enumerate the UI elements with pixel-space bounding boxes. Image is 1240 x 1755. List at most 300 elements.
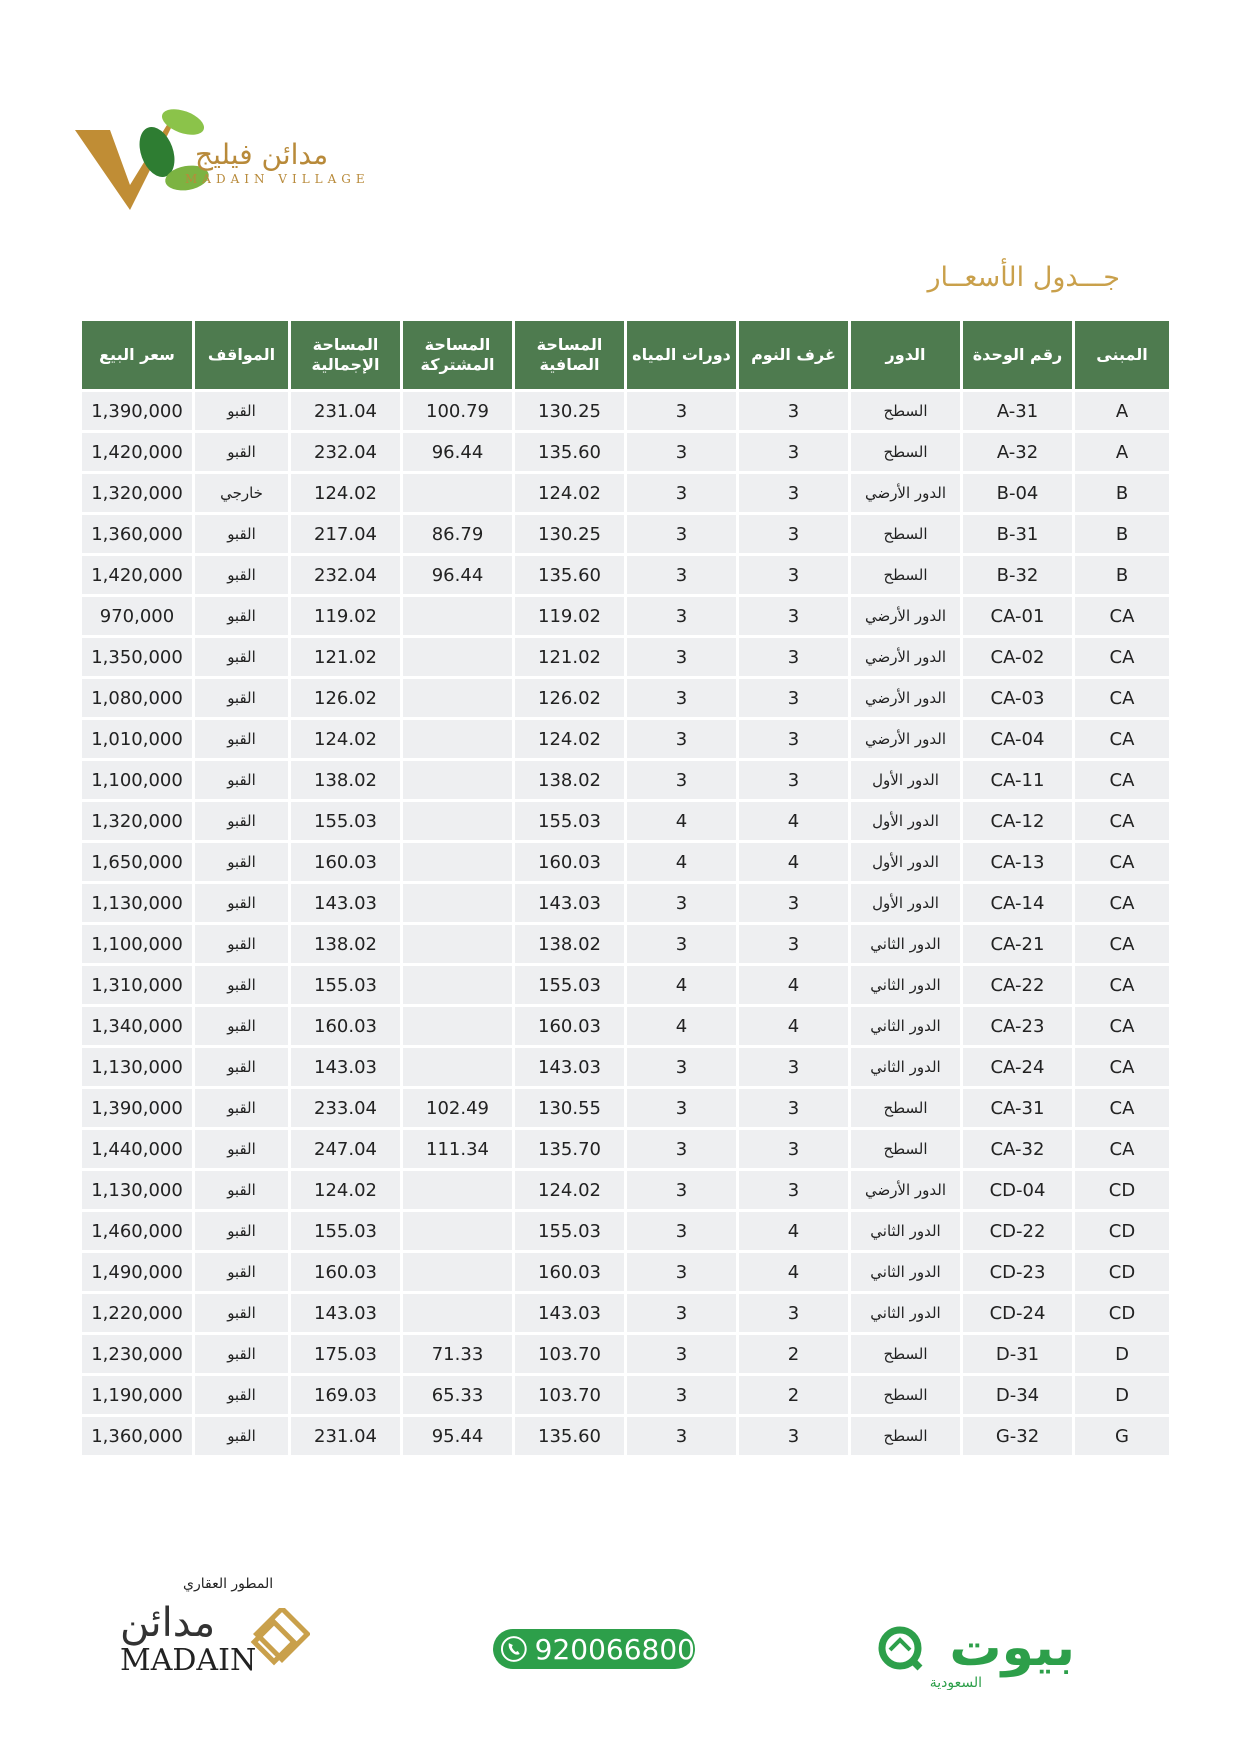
col-total-area: المساحة الإجمالية [291,321,400,389]
table-cell: القبو [195,1007,288,1045]
table-cell: الدور الثاني [851,1294,960,1332]
brand-name-ar: مدائن فيليج [195,138,329,171]
table-cell: الدور الثاني [851,1048,960,1086]
table-cell [403,1253,512,1291]
table-cell: 3 [739,1089,848,1127]
table-cell: CA-32 [963,1130,1072,1168]
table-cell: القبو [195,761,288,799]
table-cell: 1,100,000 [82,925,192,963]
table-cell: CA [1075,597,1169,635]
table-cell: القبو [195,720,288,758]
table-cell [403,1171,512,1209]
col-sale-price: سعر البيع [82,321,192,389]
table-cell: القبو [195,1212,288,1250]
table-cell: CA-11 [963,761,1072,799]
table-cell [403,474,512,512]
table-cell: القبو [195,1048,288,1086]
table-cell: 2 [739,1376,848,1414]
bayut-logo-icon [870,1610,1090,1690]
table-cell: CD [1075,1294,1169,1332]
table-cell: 1,320,000 [82,802,192,840]
table-cell: 3 [739,1294,848,1332]
table-cell: 160.03 [291,843,400,881]
table-cell: CA-23 [963,1007,1072,1045]
table-cell: الدور الثاني [851,925,960,963]
table-cell: 1,130,000 [82,884,192,922]
table-cell: الدور الأول [851,802,960,840]
table-cell: 3 [739,1417,848,1455]
table-cell: CD [1075,1253,1169,1291]
table-cell: CD [1075,1212,1169,1250]
table-cell: B [1075,474,1169,512]
table-cell: 3 [739,1171,848,1209]
table-cell: السطح [851,515,960,553]
page-title: جـــدول الأسعــار [927,262,1120,293]
table-cell: الدور الأول [851,884,960,922]
table-cell: CA [1075,679,1169,717]
table-cell: 138.02 [291,925,400,963]
table-cell: 1,350,000 [82,638,192,676]
table-cell: الدور الأرضي [851,474,960,512]
table-cell [403,1007,512,1045]
table-row [82,597,1169,635]
table-cell: 4 [739,843,848,881]
table-cell: 121.02 [291,638,400,676]
table-cell [403,597,512,635]
table-cell: القبو [195,1417,288,1455]
table-body [82,392,1169,1455]
table-row [82,1212,1169,1250]
table-cell: D [1075,1376,1169,1414]
table-cell: القبو [195,1294,288,1332]
table-cell: 155.03 [515,1212,624,1250]
table-cell: 4 [739,802,848,840]
table-cell: CA [1075,1048,1169,1086]
table-cell: 3 [627,761,736,799]
table-cell: 1,080,000 [82,679,192,717]
table-cell: 155.03 [291,966,400,1004]
table-cell: 155.03 [291,1212,400,1250]
table-row [82,720,1169,758]
table-cell: 1,440,000 [82,1130,192,1168]
table-cell: 1,190,000 [82,1376,192,1414]
table-cell: القبو [195,802,288,840]
table-cell: 3 [627,474,736,512]
table-cell: 3 [627,1417,736,1455]
table-cell: CA-04 [963,720,1072,758]
table-cell: 135.60 [515,1417,624,1455]
table-cell [403,884,512,922]
table-cell: 102.49 [403,1089,512,1127]
table-cell: G [1075,1417,1169,1455]
table-cell: B-31 [963,515,1072,553]
phone-number: 920066800 [534,1632,695,1666]
table-cell: A [1075,392,1169,430]
table-cell [403,925,512,963]
table-cell: القبو [195,392,288,430]
table-cell: 1,390,000 [82,392,192,430]
table-cell: 3 [739,761,848,799]
table-cell: القبو [195,1335,288,1373]
table-cell: 3 [627,1376,736,1414]
table-cell [403,638,512,676]
table-cell: CA [1075,1007,1169,1045]
table-cell: B-04 [963,474,1072,512]
table-cell: 138.02 [291,761,400,799]
table-cell: 143.03 [515,1048,624,1086]
table-cell: 4 [739,1212,848,1250]
table-row [82,1253,1169,1291]
table-cell: B-32 [963,556,1072,594]
table-cell: 232.04 [291,433,400,471]
phone-badge[interactable] [493,1629,695,1669]
table-cell: CA-14 [963,884,1072,922]
table-cell: 155.03 [291,802,400,840]
brand-name-en: MADAIN VILLAGE [185,172,370,186]
table-cell: CA [1075,1089,1169,1127]
table-cell: 232.04 [291,556,400,594]
table-cell: 247.04 [291,1130,400,1168]
table-row [82,556,1169,594]
table-cell: CA [1075,761,1169,799]
table-cell: الدور الأرضي [851,638,960,676]
table-cell [403,720,512,758]
table-cell: خارجي [195,474,288,512]
price-table [79,318,1172,1458]
table-cell: G-32 [963,1417,1072,1455]
table-cell: 135.70 [515,1130,624,1168]
table-cell: 1,010,000 [82,720,192,758]
table-row [82,1417,1169,1455]
table-cell: CA-22 [963,966,1072,1004]
table-cell: D [1075,1335,1169,1373]
phone-icon [499,1634,529,1664]
table-cell: CD [1075,1171,1169,1209]
table-cell: 3 [627,515,736,553]
table-cell: القبو [195,925,288,963]
table-cell: 3 [627,1130,736,1168]
table-cell: CA-21 [963,925,1072,963]
table-cell: A [1075,433,1169,471]
table-cell: 1,490,000 [82,1253,192,1291]
table-cell: 1,130,000 [82,1171,192,1209]
table-cell: 1,390,000 [82,1089,192,1127]
table-cell: CA [1075,638,1169,676]
bayut-name: بيوت [949,1618,1075,1678]
table-cell: الدور الأول [851,761,960,799]
table-cell: الدور الثاني [851,1007,960,1045]
table-row [82,474,1169,512]
table-cell: 3 [627,720,736,758]
table-cell: 3 [739,392,848,430]
table-cell: D-34 [963,1376,1072,1414]
table-cell: 3 [739,515,848,553]
table-cell: 1,130,000 [82,1048,192,1086]
table-cell: B [1075,556,1169,594]
table-cell: CA [1075,843,1169,881]
table-cell: 3 [739,925,848,963]
table-cell: 111.34 [403,1130,512,1168]
table-cell: 135.60 [515,556,624,594]
table-cell: 3 [627,884,736,922]
table-cell: السطح [851,556,960,594]
col-bathrooms: دورات المياه [627,321,736,389]
table-cell: السطح [851,392,960,430]
table-cell [403,1294,512,1332]
table-cell: 2 [739,1335,848,1373]
developer-name-ar: مدائن [120,1600,216,1646]
table-cell: الدور الثاني [851,1253,960,1291]
table-cell: 3 [739,556,848,594]
col-building: المبنى [1075,321,1169,389]
table-cell: السطح [851,433,960,471]
table-cell: القبو [195,1089,288,1127]
table-cell: 3 [627,433,736,471]
table-cell: CD-04 [963,1171,1072,1209]
table-cell: 3 [739,884,848,922]
table-cell: B [1075,515,1169,553]
table-cell: القبو [195,1130,288,1168]
table-cell: 3 [739,597,848,635]
table-cell: 126.02 [515,679,624,717]
table-cell: 103.70 [515,1335,624,1373]
table-cell: 1,420,000 [82,556,192,594]
table-cell: 3 [627,1335,736,1373]
table-cell: 138.02 [515,925,624,963]
table-cell [403,966,512,1004]
table-cell: السطح [851,1417,960,1455]
table-cell: 1,360,000 [82,515,192,553]
table-cell: القبو [195,433,288,471]
table-cell [403,1212,512,1250]
table-cell: 4 [739,1253,848,1291]
table-cell: CA-02 [963,638,1072,676]
table-cell: 135.60 [515,433,624,471]
table-cell: CD-24 [963,1294,1072,1332]
table-row [82,966,1169,1004]
table-cell: 169.03 [291,1376,400,1414]
col-floor: الدور [851,321,960,389]
table-cell: 3 [739,720,848,758]
table-cell: 970,000 [82,597,192,635]
table-cell [403,802,512,840]
madain-mark-icon [248,1608,310,1670]
table-row [82,925,1169,963]
table-cell: السطح [851,1089,960,1127]
table-cell: 124.02 [291,1171,400,1209]
table-cell: القبو [195,679,288,717]
table-cell: السطح [851,1335,960,1373]
table-cell: 231.04 [291,1417,400,1455]
table-cell: 103.70 [515,1376,624,1414]
table-cell: 119.02 [515,597,624,635]
table-cell: CD-23 [963,1253,1072,1291]
table-cell: 4 [739,966,848,1004]
table-cell: 124.02 [515,720,624,758]
table-cell: 3 [627,1171,736,1209]
table-cell: السطح [851,1130,960,1168]
table-cell: CA-24 [963,1048,1072,1086]
table-cell: 3 [627,1048,736,1086]
table-cell: 3 [627,1212,736,1250]
table-cell: الدور الثاني [851,1212,960,1250]
table-cell: 3 [739,638,848,676]
table-cell: القبو [195,1171,288,1209]
bayut-subtitle: السعودية [929,1675,982,1690]
table-cell: 96.44 [403,433,512,471]
table-row [82,802,1169,840]
table-cell: الدور الأرضي [851,720,960,758]
table-cell: 121.02 [515,638,624,676]
col-bedrooms: غرف النوم [739,321,848,389]
table-cell: 1,340,000 [82,1007,192,1045]
table-cell: 3 [739,1130,848,1168]
table-row [82,392,1169,430]
table-cell: السطح [851,1376,960,1414]
table-cell: الدور الأرضي [851,679,960,717]
table-cell: 3 [627,638,736,676]
table-cell: 3 [627,1253,736,1291]
table-row [82,884,1169,922]
table-cell: 130.55 [515,1089,624,1127]
table-cell: 3 [627,1294,736,1332]
table-cell: 119.02 [291,597,400,635]
table-cell [403,761,512,799]
table-cell: القبو [195,966,288,1004]
table-cell: 124.02 [515,1171,624,1209]
table-cell: 155.03 [515,966,624,1004]
table-cell: 160.03 [515,843,624,881]
table-cell: 1,460,000 [82,1212,192,1250]
table-cell: D-31 [963,1335,1072,1373]
table-row [82,843,1169,881]
col-parking: المواقف [195,321,288,389]
table-cell: CA-31 [963,1089,1072,1127]
table-cell: 155.03 [515,802,624,840]
table-cell: 231.04 [291,392,400,430]
table-cell: القبو [195,1253,288,1291]
table-cell: CA [1075,966,1169,1004]
table-cell: 86.79 [403,515,512,553]
table-row [82,1294,1169,1332]
table-cell: القبو [195,515,288,553]
table-cell: 1,220,000 [82,1294,192,1332]
table-row [82,1007,1169,1045]
table-cell: CD-22 [963,1212,1072,1250]
table-cell: 65.33 [403,1376,512,1414]
table-cell: 4 [627,843,736,881]
table-cell: 124.02 [291,720,400,758]
table-cell: 160.03 [515,1007,624,1045]
table-cell: 95.44 [403,1417,512,1455]
table-row [82,1335,1169,1373]
table-row [82,1089,1169,1127]
table-cell: CA [1075,802,1169,840]
table-cell: 3 [739,433,848,471]
table-cell: 1,100,000 [82,761,192,799]
table-cell: 1,320,000 [82,474,192,512]
table-cell: 100.79 [403,392,512,430]
col-unit-number: رقم الوحدة [963,321,1072,389]
table-cell: 3 [627,556,736,594]
table-cell: القبو [195,597,288,635]
table-cell: 71.33 [403,1335,512,1373]
table-cell: CA-13 [963,843,1072,881]
table-cell: 1,230,000 [82,1335,192,1373]
table-cell: 143.03 [291,1294,400,1332]
table-cell: 3 [739,679,848,717]
table-row [82,679,1169,717]
table-cell: CA [1075,720,1169,758]
table-cell: 143.03 [515,884,624,922]
table-cell: 1,420,000 [82,433,192,471]
table-cell: القبو [195,884,288,922]
table-cell: CA-01 [963,597,1072,635]
table-cell: 1,650,000 [82,843,192,881]
table-row [82,515,1169,553]
table-cell: 126.02 [291,679,400,717]
table-cell: 124.02 [515,474,624,512]
table-row [82,1171,1169,1209]
table-cell: 3 [739,474,848,512]
table-cell: 3 [627,597,736,635]
developer-name-en: MADAIN [120,1643,257,1678]
table-cell: 4 [627,1007,736,1045]
table-cell: 143.03 [515,1294,624,1332]
table-cell: CA-12 [963,802,1072,840]
table-cell: 3 [627,925,736,963]
table-cell: CA [1075,884,1169,922]
table-row [82,1130,1169,1168]
table-cell: 143.03 [291,1048,400,1086]
table-row [82,638,1169,676]
table-cell: CA [1075,1130,1169,1168]
table-cell: 160.03 [291,1007,400,1045]
col-shared-area: المساحة المشتركة [403,321,512,389]
table-cell: 160.03 [515,1253,624,1291]
table-cell: 124.02 [291,474,400,512]
table-cell: الدور الثاني [851,966,960,1004]
table-cell: A-31 [963,392,1072,430]
table-cell: A-32 [963,433,1072,471]
table-cell: القبو [195,843,288,881]
table-cell: 3 [627,679,736,717]
table-cell: 160.03 [291,1253,400,1291]
table-cell: 143.03 [291,884,400,922]
table-row [82,1048,1169,1086]
table-cell: القبو [195,638,288,676]
table-cell: الدور الأرضي [851,1171,960,1209]
table-cell: 4 [739,1007,848,1045]
developer-label: المطور العقاري [183,1576,274,1592]
table-cell: الدور الأول [851,843,960,881]
table-cell: 138.02 [515,761,624,799]
table-cell: 4 [627,966,736,1004]
table-cell: 130.25 [515,392,624,430]
table-cell: 130.25 [515,515,624,553]
table-cell: 96.44 [403,556,512,594]
table-cell [403,843,512,881]
table-cell: 3 [627,1089,736,1127]
table-cell: 175.03 [291,1335,400,1373]
col-net-area: المساحة الصافية [515,321,624,389]
table-cell: 1,360,000 [82,1417,192,1455]
table-cell: الدور الأرضي [851,597,960,635]
table-row [82,1376,1169,1414]
table-row [82,433,1169,471]
table-cell [403,1048,512,1086]
table-cell [403,679,512,717]
